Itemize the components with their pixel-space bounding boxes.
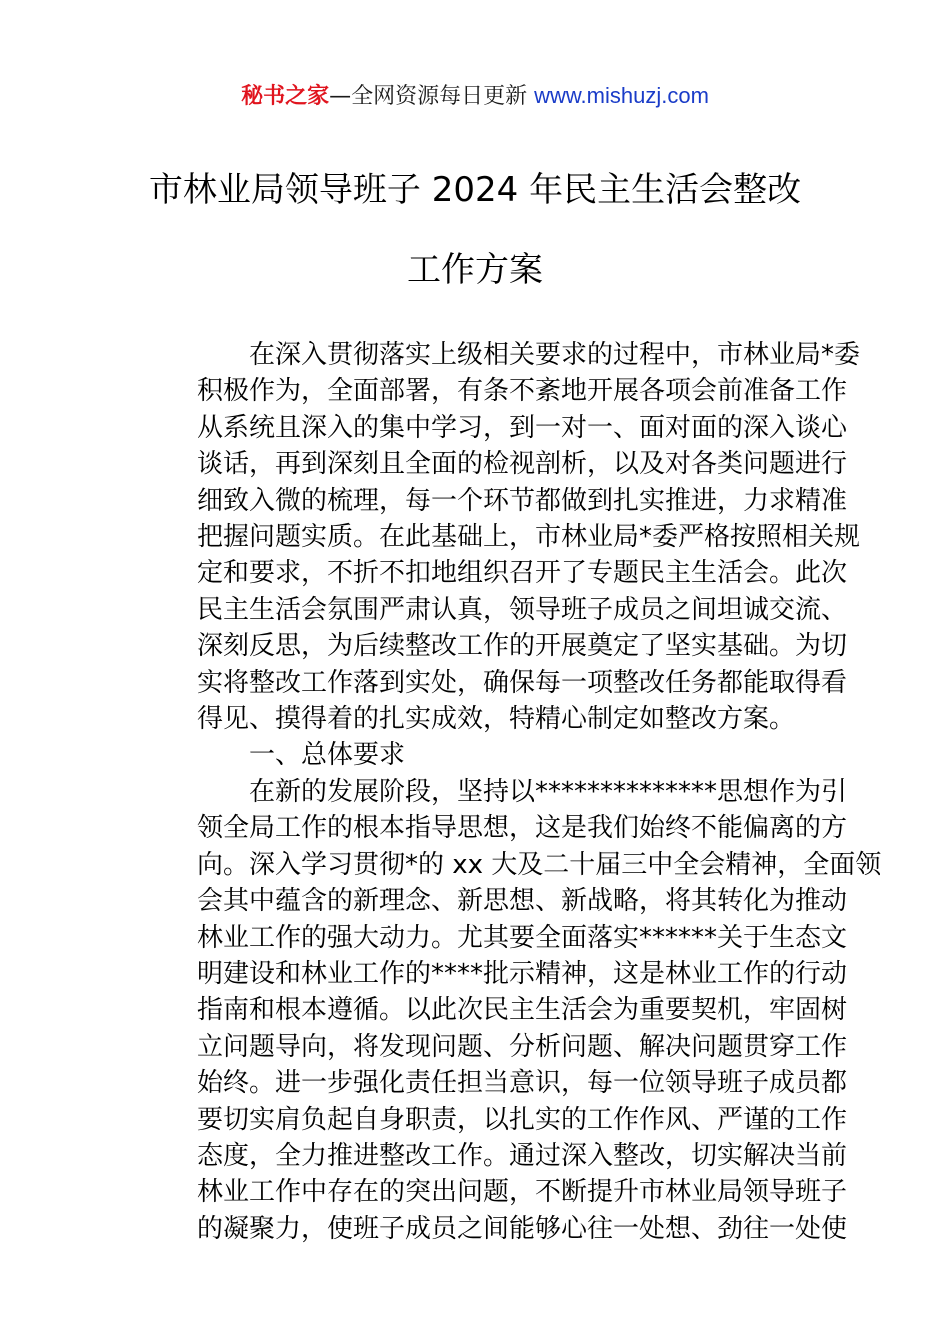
title-line-1: 市林业局领导班子 2024 年民主生活会整改	[148, 170, 802, 210]
header-tagline: —全网资源每日更新	[329, 84, 535, 109]
text-line: 要切实肩负起自身职责，以扎实的工作作风、严谨的工作	[197, 1104, 848, 1135]
text-line: 指南和根本遵循。以此次民主生活会为重要契机，牢固树	[197, 995, 848, 1026]
text-line: 会其中蕴含的新理念、新思想、新战略，将其转化为推动	[197, 886, 848, 917]
text-line: 林业工作的强大动力。尤其要全面落实******关于生态文	[197, 922, 848, 953]
text-line: 明建设和林业工作的****批示精神，这是林业工作的行动	[197, 958, 848, 989]
text-line: 谈话，再到深刻且全面的检视剖析，以及对各类问题进行	[197, 449, 848, 480]
title-line-2: 工作方案	[407, 250, 543, 290]
brand-name: 秘书之家	[241, 84, 330, 109]
text-line: 细致入微的梳理，每一个环节都做到扎实推进，力求精准	[197, 485, 848, 516]
text-line: 林业工作中存在的突出问题，不断提升市林业局领导班子	[197, 1177, 848, 1208]
text-line: 把握问题实质。在此基础上，市林业局*委严格按照相关规	[197, 522, 861, 553]
text-line: 在深入贯彻落实上级相关要求的过程中，市林业局*委	[249, 340, 861, 370]
text-line: 从系统且深入的集中学习，到一对一、面对面的深入谈心	[197, 412, 848, 443]
requirements-paragraph	[145, 774, 882, 1247]
text-line: 向。深入学习贯彻*的 xx 大及二十届三中全会精神，全面领	[197, 849, 882, 880]
document-body	[145, 337, 882, 1247]
text-line: 定和要求，不折不扣地组织召开了专题民主生活会。此次	[197, 558, 848, 589]
text-line: 立问题导向，将发现问题、分析问题、解决问题贯穿工作	[197, 1031, 848, 1062]
text-line: 的凝聚力，使班子成员之间能够心往一处想、劲往一处使	[197, 1213, 848, 1244]
text-line: 在新的发展阶段，坚持以**************思想作为引	[249, 776, 848, 807]
text-line: 积极作为，全面部署，有条不紊地开展各项会前准备工作	[197, 376, 848, 407]
text-line: 领全局工作的根本指导思想，这是我们始终不能偏离的方	[197, 813, 848, 844]
text-line: 态度，全力推进整改工作。通过深入整改，切实解决当前	[197, 1140, 848, 1171]
section-heading-text: 一、总体要求	[249, 740, 406, 771]
document-title	[0, 150, 950, 310]
text-line: 得见、摸得着的扎实成效，特精心制定如整改方案。	[197, 704, 796, 735]
intro-paragraph	[145, 337, 861, 737]
text-line: 始终。进一步强化责任担当意识，每一位领导班子成员都	[197, 1068, 848, 1099]
text-line: 实将整改工作落到实处，确保每一项整改任务都能取得看	[197, 667, 848, 698]
site-header	[0, 80, 950, 113]
text-line: 民主生活会氛围严肃认真，领导班子成员之间坦诚交流、	[197, 594, 848, 625]
site-url-link[interactable]: www.mishuzj.com	[534, 83, 709, 108]
section-heading	[145, 737, 805, 773]
text-line: 深刻反思，为后续整改工作的开展奠定了坚实基础。为切	[197, 631, 848, 662]
